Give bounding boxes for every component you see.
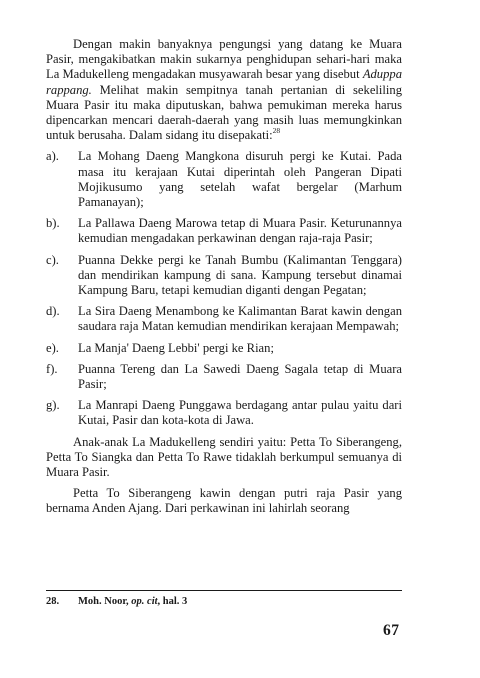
footnote-divider [46,590,402,591]
footnote-reference: 28 [272,126,281,136]
footnote [46,595,402,608]
list-item [46,253,402,299]
list-item [46,398,402,428]
footnote-author: Moh. Noor, [78,596,132,607]
paragraph-marriage: Petta To Siberangeng kawin dengan putri raja Pasir yang bernama Anden Ajang. Dari perkawinan ini lahirlah seorang [46,486,402,516]
list-item [46,149,402,210]
agreement-list [46,149,402,428]
list-item-label: a). [46,149,59,164]
italic-term: Aduppa rappang. [46,67,402,97]
page-number: 67 [383,622,400,639]
page-body [46,37,402,523]
paragraph-text: Melihat makin sempitnya tanah pertanian di sekeliling Muara Pasir itu maka diputuskan, bahwa pemukiman mereka harus dipencarkan mencari daerah-daerah yang masih luas memungkinkan untuk berusaha. Dalam sidang itu disepakati: [46,82,402,143]
list-item-text: La Pallawa Daeng Marowa tetap di Muara Pasir. Keturunannya kemudian mengadakan perkawinan dengan raja-raja Pasir; [78,216,402,246]
list-item-label: d). [46,304,60,319]
list-item [46,362,402,392]
list-item-label: b). [46,216,60,231]
list-item-text: La Manrapi Daeng Punggawa berdagang antar pulau yaitu dari Kutai, Pasir dan kota-kota di Jawa. [78,398,402,428]
paragraph-children: Anak-anak La Madukelleng sendiri yaitu: Petta To Siberangeng, Petta To Siangka dan Petta To Rawe tidaklah berkumpul semuanya di Muara Pasir. [46,434,402,480]
list-item-text: La Sira Daeng Menambong ke Kalimantan Barat kawin dengan saudara raja Matan kemudian mendirikan kerajaan Mempawah; [78,304,402,334]
list-item-text: La Manja' Daeng Lebbi' pergi ke Rian; [78,340,274,355]
list-item-label: c). [46,252,59,267]
list-item-text: Puanna Tereng dan La Sawedi Daeng Sagala tetap di Muara Pasir; [78,361,402,392]
list-item-text: Puanna Dekke pergi ke Tanah Bumbu (Kalimantan Tenggara) dan mendirikan kampung di sana. Kampung tersebut dinamai Kampung Baru, tetapi kemudian diganti dengan Pegatan; [78,252,402,298]
paragraph-text: Dengan makin banyaknya pengungsi yang datang ke Muara Pasir, mengakibatkan makin sukarnya penghidupan sehari-hari maka La Madukelleng mengadakan musyawarah besar yang disebut [46,37,402,82]
footnote-page: , hal. 3 [157,596,188,607]
paragraph-intro [46,37,402,143]
list-item [46,304,402,334]
footnote-citation: op. cit [131,596,158,607]
list-item-label: f). [46,361,58,376]
list-item [46,341,402,356]
footnote-number: 28. [46,596,60,607]
list-item-label: g). [46,398,60,413]
list-item [46,216,402,246]
list-item-text: La Mohang Daeng Mangkona disuruh pergi ke Kutai. Pada masa itu kerajaan Kutai diperintah oleh Pangeran Dipati Mojikusumo yang setelah wafat bergelar (Marhum Pamanayan); [78,149,402,210]
list-item-label: e). [46,340,59,355]
